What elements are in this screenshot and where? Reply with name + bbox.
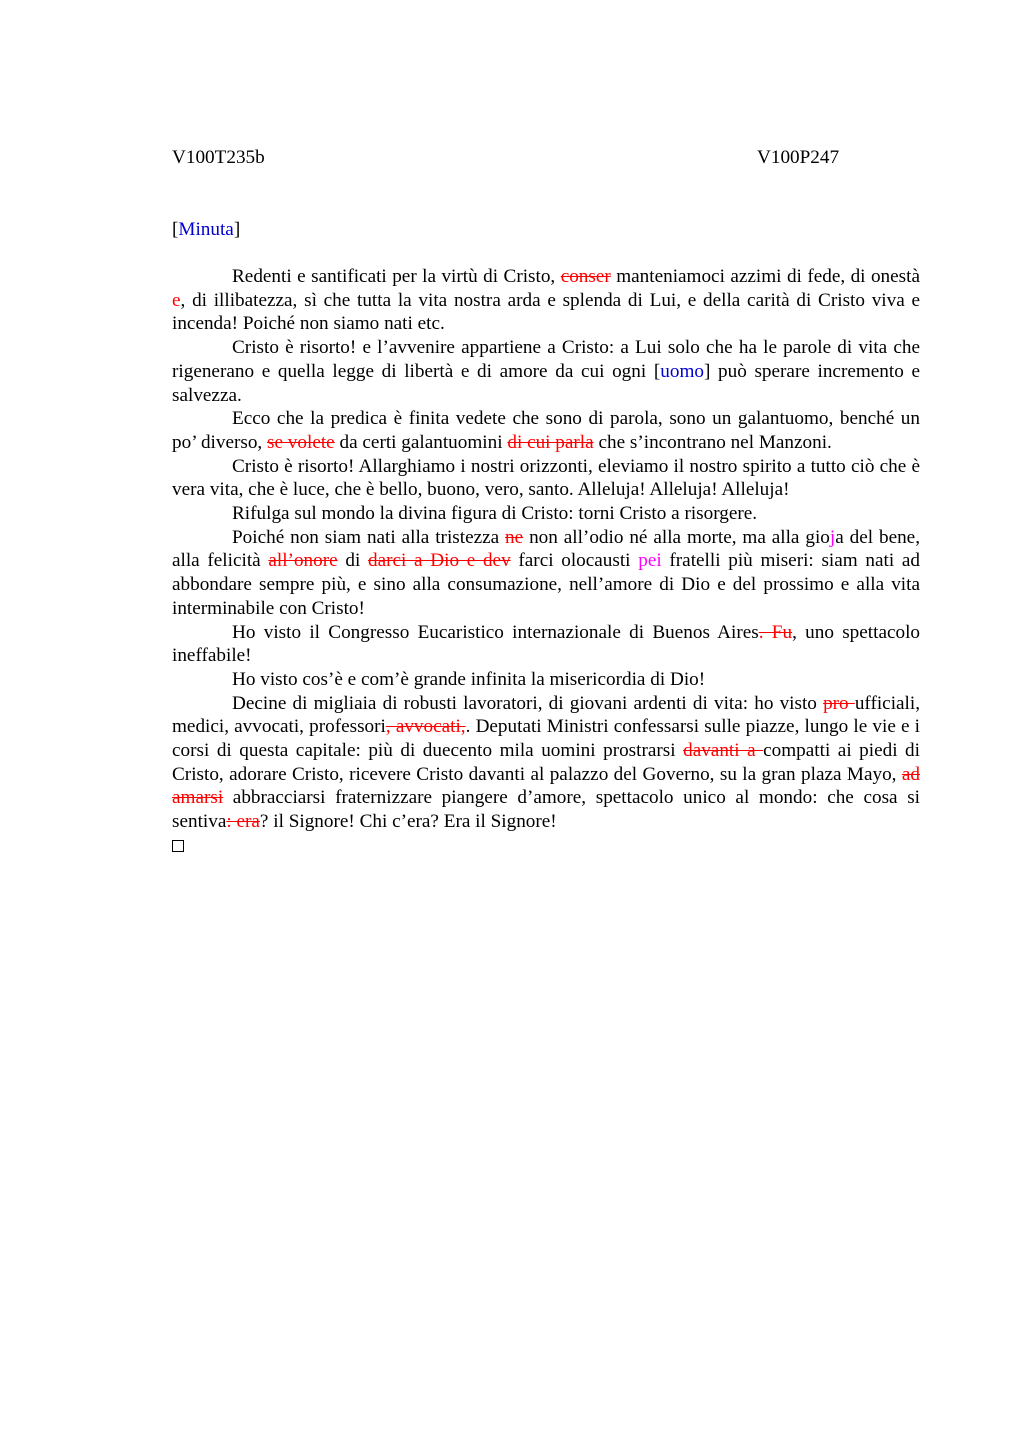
text-segment: , di illibatezza, sì che tutta la vita nostra arda e splenda di Lui, e della carità di Cristo viva e incenda! Poiché non siamo nati etc. (172, 289, 920, 335)
text-segment: che s’incontrano nel Manzoni. (593, 431, 832, 453)
end-of-text-box (172, 834, 920, 859)
text-segment: a del bene, alla felicità (172, 526, 920, 572)
deleted-text: se volete (267, 431, 335, 453)
section-label (172, 218, 240, 242)
text-segment: Rifulga sul mondo la divina figura di Cristo: torni Cristo a risorgere. (232, 503, 758, 525)
deleted-text: davanti a (683, 740, 764, 762)
deleted-text: . Fu (758, 621, 793, 643)
deleted-text: conser (560, 266, 611, 287)
text-segment: fratelli più miseri: siam nati ad abbondare sempre più, e sino alla consumazione, nell’amore di Dio e del prossimo e alla vita interminabile con Cristo! (172, 550, 920, 619)
paragraph (172, 621, 920, 668)
deleted-text: di cui parla (507, 431, 594, 453)
text-segment: da certi galantuomini (334, 431, 508, 453)
document-code-left: V100T235b (172, 147, 265, 168)
document-code-right: V100P247 (757, 147, 840, 168)
label-text: Minuta (178, 219, 234, 240)
deleted-text: all’onore (268, 550, 338, 572)
document-body (172, 265, 920, 859)
text-segment: non all’odio né alla morte, ma alla gio (523, 526, 830, 548)
text-segment: abbracciarsi fraternizzare piangere d’amore, spettacolo unico al mondo: che cosa si sentiva (172, 787, 920, 833)
paragraph (172, 502, 920, 526)
deleted-text: , avvocati, (385, 716, 466, 738)
end-box-icon (172, 840, 184, 852)
inserted-text: e (172, 289, 181, 311)
deleted-text: : era (226, 811, 260, 833)
deleted-text: ne (505, 526, 524, 548)
paragraph-list (172, 265, 920, 834)
text-segment: di (337, 550, 368, 572)
label-close-bracket: ] (233, 219, 241, 240)
text-segment: Ecco che la predica è finita vedete che sono di parola, sono un galantuomo, benché un po’ diverso, (172, 408, 920, 453)
deleted-text: ad amarsi (172, 763, 920, 809)
paragraph (172, 668, 920, 692)
text-segment: Ho visto il Congresso Eucaristico internazionale di Buenos Aires (232, 621, 759, 643)
text-segment: farci olocausti (510, 550, 639, 572)
corrected-text: pei (638, 550, 662, 572)
paragraph (172, 526, 920, 621)
corrected-text: j (829, 526, 836, 548)
text-segment: Redenti e santificati per la virtù di Cristo, (232, 266, 561, 287)
deleted-text: pro (823, 692, 855, 714)
text-segment: . Deputati Ministri confessarsi sulle piazze, lungo le vie e i corsi di questa capitale: più di duecento mila uomini prostrarsi (172, 716, 920, 762)
editorial-insertion: uomo (660, 360, 704, 382)
text-segment: compatti ai piedi di Cristo, adorare Cristo, ricevere Cristo davanti al palazzo del Governo, su la gran plaza Mayo, (172, 740, 920, 785)
label-open-bracket: [ (172, 219, 179, 240)
text-segment: , uno spettacolo ineffabile! (172, 621, 921, 667)
text-segment: Poiché non siam nati alla tristezza (232, 526, 506, 548)
text-segment: Ho visto cos’è e com’è grande infinita la misericordia di Dio! (232, 668, 706, 690)
text-segment: Cristo è risorto! e l’avvenire appartiene a Cristo: a Lui solo che ha le parole di vita che rigenerano e quella legge di libertà e di amore da cui ogni [ (172, 337, 920, 382)
paragraph (172, 407, 920, 454)
text-segment: ] può sperare incremento e salvezza. (172, 360, 920, 406)
paragraph (172, 336, 920, 407)
text-segment: manteniamoci azzimi di fede, di onestà (610, 266, 920, 287)
paragraph (172, 265, 920, 336)
text-segment: Cristo è risorto! Allarghiamo i nostri orizzonti, eleviamo il nostro spirito a tutto ciò che è vera vita, che è luce, che è bello, buono, vero, santo. Alleluja! Alleluja! Alleluja! (172, 455, 920, 501)
text-segment: ? il Signore! Chi c’era? Era il Signore! (259, 811, 557, 833)
paragraph (172, 692, 920, 834)
text-segment: ufficiali, medici, avvocati, professori (172, 692, 921, 738)
text-segment: Decine di migliaia di robusti lavoratori, di giovani ardenti di vita: ho visto (232, 692, 824, 714)
paragraph (172, 455, 920, 502)
deleted-text: darci a Dio e dev (367, 550, 511, 572)
